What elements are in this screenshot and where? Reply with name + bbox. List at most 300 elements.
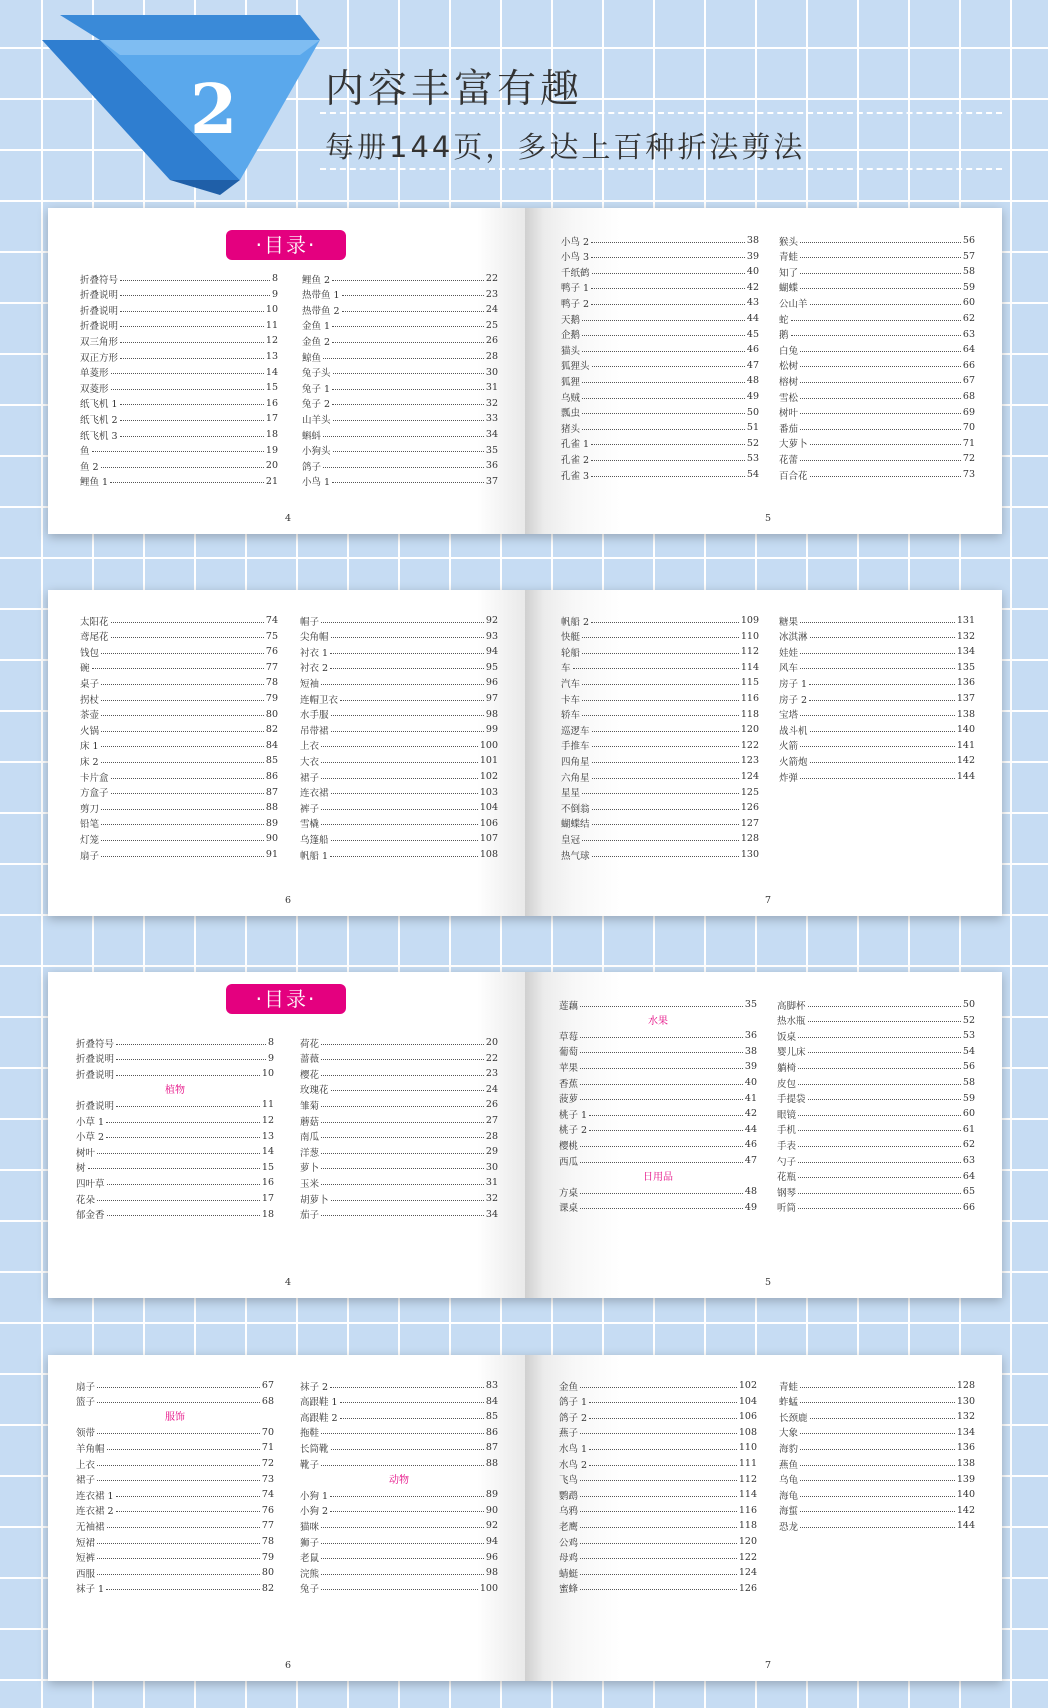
entry-title: 大衣 (300, 756, 320, 768)
toc-entry (302, 286, 498, 303)
dot-leader (101, 803, 264, 810)
toc-entry (561, 721, 759, 738)
entry-title: 火箭 (779, 741, 799, 753)
entry-title: 短裤 (76, 1553, 96, 1565)
entry-title: 海龟 (779, 1490, 799, 1502)
toc-entry (300, 815, 498, 832)
toc-entry (80, 612, 278, 629)
entry-title: 双三角形 (80, 336, 119, 348)
dot-leader (321, 1116, 484, 1123)
dot-leader (321, 678, 484, 685)
entry-title: 乌龟 (779, 1475, 799, 1487)
entry-page: 140 (956, 724, 975, 736)
entry-title: 水鸟 2 (559, 1459, 588, 1471)
entry-page: 77 (265, 661, 278, 673)
dot-leader (332, 383, 484, 390)
toc-entry (300, 628, 498, 645)
section-heading: 服饰 (165, 1412, 185, 1424)
entry-title: 扇子 (76, 1381, 96, 1393)
toc-entry (779, 674, 975, 691)
entry-page: 56 (962, 235, 975, 246)
dot-leader (101, 709, 264, 716)
entry-title: 鲸鱼 (302, 352, 322, 364)
entry-title: 高跟鞋 2 (300, 1412, 338, 1424)
toc-entry (779, 1486, 975, 1503)
dot-leader (321, 1178, 484, 1185)
toc-entry (777, 1027, 975, 1044)
toc-entry (300, 1143, 498, 1160)
dot-leader (582, 407, 745, 414)
page-number: 4 (285, 513, 292, 524)
entry-page: 83 (485, 1380, 498, 1391)
entry-title: 连衣裙 1 (76, 1490, 114, 1502)
dot-leader (332, 398, 484, 405)
dot-leader (810, 756, 955, 763)
toc-entry (559, 1074, 757, 1091)
entry-page: 130 (956, 1395, 975, 1407)
dot-leader (582, 694, 739, 701)
dot-leader (580, 1552, 737, 1559)
entry-page: 14 (265, 366, 278, 378)
toc-entry (302, 442, 498, 459)
entry-title: 手推车 (561, 741, 590, 753)
entry-page: 51 (746, 422, 759, 434)
toc-entry (76, 1549, 274, 1566)
toc-entry (779, 248, 975, 265)
entry-page: 114 (738, 1489, 757, 1501)
entry-page: 48 (746, 375, 759, 387)
entry-title: 双正方形 (80, 352, 119, 364)
entry-page: 90 (485, 1504, 498, 1516)
dot-leader (589, 1109, 743, 1116)
dot-leader (592, 850, 739, 857)
entry-page: 17 (265, 413, 278, 425)
entry-title: 蝴蝶结 (561, 819, 590, 831)
entry-title: 六角星 (561, 772, 590, 784)
entry-page: 23 (485, 1068, 498, 1080)
dot-leader (580, 1521, 737, 1528)
dot-leader (591, 236, 745, 243)
entry-page: 17 (261, 1193, 274, 1204)
dot-leader (107, 1209, 260, 1216)
section-heading: 植物 (165, 1084, 185, 1096)
entry-page: 76 (261, 1504, 274, 1516)
toc-entry (559, 1090, 757, 1107)
entry-page: 104 (738, 1395, 757, 1407)
toc-entry (561, 388, 759, 405)
entry-page: 98 (485, 1567, 498, 1579)
entry-title: 玉米 (300, 1178, 320, 1190)
dot-leader (800, 1505, 955, 1512)
dot-leader (591, 282, 745, 289)
dot-leader (582, 345, 745, 352)
toc-entry (561, 784, 759, 801)
toc-entry (76, 1486, 274, 1503)
entry-page: 116 (740, 693, 759, 704)
toc-entry (80, 784, 278, 801)
toc-entry (300, 799, 498, 816)
entry-page: 58 (962, 1077, 975, 1088)
entry-title: 金鱼 1 (302, 321, 331, 333)
entry-title: 勺子 (777, 1156, 797, 1168)
entry-title: 巡逻车 (561, 725, 590, 737)
entry-title: 小草 2 (76, 1132, 105, 1144)
toc-entry (302, 270, 498, 287)
entry-title: 领带 (76, 1428, 96, 1440)
dot-leader (580, 1046, 743, 1053)
entry-title: 孔雀 1 (561, 439, 590, 451)
toc-entry (76, 1143, 274, 1160)
entry-page: 54 (746, 469, 759, 480)
banner-subtitle: 每册144页，多达上百种折法剪法 (325, 130, 806, 164)
toc-entry (779, 357, 975, 374)
toc-entry (300, 1424, 498, 1441)
dot-leader (106, 1116, 260, 1123)
entry-title: 房子 1 (779, 678, 808, 690)
dot-leader (582, 423, 745, 430)
dot-leader (582, 631, 739, 638)
entry-page: 80 (261, 1567, 274, 1579)
entry-page: 114 (740, 661, 759, 673)
dot-leader (106, 1131, 260, 1138)
entry-title: 剪刀 (80, 803, 100, 815)
entry-page: 11 (261, 1099, 274, 1111)
toc-entry (76, 1533, 274, 1550)
entry-page: 47 (744, 1155, 757, 1166)
entry-title: 衬衣 2 (300, 663, 329, 675)
entry-page: 37 (485, 475, 498, 487)
page-number: 6 (285, 895, 292, 906)
entry-page: 49 (746, 391, 759, 402)
entry-page: 28 (485, 351, 498, 362)
entry-page: 22 (485, 273, 498, 284)
dot-leader (323, 352, 484, 359)
dot-leader (580, 1537, 737, 1544)
entry-page: 50 (746, 406, 759, 418)
dot-leader (591, 251, 745, 258)
dot-leader (589, 1443, 737, 1450)
toc-entry (561, 341, 759, 358)
entry-page: 39 (744, 1061, 757, 1073)
entry-title: 千纸鹤 (561, 267, 590, 279)
entry-page: 67 (962, 375, 975, 387)
section-number: 2 (190, 70, 238, 150)
entry-title: 太阳花 (80, 616, 109, 628)
dot-leader (321, 803, 478, 810)
dot-leader (97, 1396, 260, 1403)
entry-title: 方盒子 (80, 788, 109, 800)
entry-title: 扇子 (80, 850, 100, 862)
toc-entry (559, 1533, 757, 1550)
dot-leader (116, 1038, 266, 1045)
entry-title: 海豹 (779, 1443, 799, 1455)
section-heading: 水果 (648, 1015, 668, 1027)
entry-title: 宝塔 (779, 710, 799, 722)
dot-leader (101, 694, 264, 701)
entry-title: 折叠说明 (80, 321, 119, 333)
toc-entry (777, 1105, 975, 1122)
entry-title: 花瓶 (777, 1172, 797, 1184)
entry-title: 榕树 (779, 376, 799, 388)
entry-page: 136 (956, 677, 975, 689)
dot-leader (580, 1505, 737, 1512)
toc-entry (76, 1050, 274, 1067)
toc-entry (76, 1174, 274, 1191)
entry-page: 12 (261, 1115, 274, 1126)
dot-leader (589, 1459, 737, 1466)
toc-entry (561, 643, 759, 660)
dot-leader (580, 1187, 743, 1194)
entry-title: 蜻蜓 (559, 1568, 579, 1580)
dot-leader (342, 289, 484, 296)
toc-entry (779, 706, 975, 723)
dot-leader (111, 383, 264, 390)
dot-leader (810, 1412, 955, 1419)
entry-title: 双菱形 (80, 383, 109, 395)
entry-title: 萝卜 (300, 1163, 320, 1175)
entry-page: 56 (962, 1061, 975, 1073)
toc-entry (80, 721, 278, 738)
entry-title: 床 2 (80, 756, 99, 768)
dot-leader (798, 1124, 961, 1131)
entry-page: 73 (962, 469, 975, 480)
dot-leader (800, 251, 961, 258)
entry-title: 草莓 (559, 1031, 579, 1043)
toc-entry (80, 364, 278, 381)
entry-page: 89 (265, 817, 278, 829)
entry-page: 136 (956, 1442, 975, 1454)
dot-leader (591, 438, 745, 445)
entry-page: 112 (740, 646, 759, 658)
toc-entry (302, 395, 498, 412)
entry-page: 35 (744, 999, 757, 1010)
entry-page: 86 (485, 1426, 498, 1438)
toc-entry (559, 1580, 757, 1597)
entry-page: 26 (485, 335, 498, 347)
entry-title: 糖果 (779, 616, 799, 628)
entry-title: 听筒 (777, 1203, 797, 1215)
dot-leader (116, 1069, 260, 1076)
dot-leader (798, 1109, 961, 1116)
toc-entry (777, 1090, 975, 1107)
dot-leader (116, 1505, 260, 1512)
toc-entry (779, 721, 975, 738)
toc-entry (300, 768, 498, 785)
dot-leader (580, 1093, 743, 1100)
right-page (525, 590, 1002, 916)
toc-entry (80, 674, 278, 691)
book-spread (48, 590, 1002, 916)
toc-entry (300, 1486, 498, 1503)
entry-page: 65 (962, 1186, 975, 1198)
dot-leader (580, 1381, 737, 1388)
entry-title: 玫瑰花 (300, 1085, 329, 1097)
entry-page: 97 (485, 693, 498, 704)
entry-page: 112 (738, 1473, 757, 1485)
book-spread (48, 972, 1002, 1298)
entry-title: 花朵 (76, 1194, 96, 1206)
dot-leader (323, 461, 484, 468)
toc-entry (80, 737, 278, 754)
entry-title: 鸽子 2 (559, 1412, 588, 1424)
entry-title: 胡萝卜 (300, 1194, 329, 1206)
toc-entry (76, 1424, 274, 1441)
entry-page: 67 (261, 1380, 274, 1391)
dot-leader (800, 1459, 955, 1466)
toc-entry (779, 1455, 975, 1472)
toc-entry (561, 706, 759, 723)
divider (320, 112, 1002, 114)
entry-page: 144 (956, 1520, 975, 1532)
entry-page: 30 (485, 1161, 498, 1173)
dot-leader (88, 1162, 260, 1169)
dot-leader (120, 398, 264, 405)
entry-title: 百合花 (779, 470, 808, 482)
entry-page: 127 (740, 817, 759, 829)
entry-page: 88 (485, 1458, 498, 1469)
toc-entry (80, 830, 278, 847)
entry-title: 狐狸头 (561, 361, 590, 373)
entry-page: 59 (962, 1092, 975, 1104)
entry-page: 92 (485, 1520, 498, 1532)
book-spread (48, 208, 1002, 534)
dot-leader (321, 1521, 484, 1528)
toc-entry (779, 372, 975, 389)
entry-title: 高跟鞋 1 (300, 1397, 338, 1409)
entry-page: 142 (956, 755, 975, 767)
dot-leader (340, 1396, 484, 1403)
entry-page: 70 (261, 1426, 274, 1438)
page-number: 6 (285, 1660, 292, 1671)
entry-page: 33 (485, 413, 498, 425)
entry-title: 短袖 (300, 678, 320, 690)
entry-page: 16 (265, 397, 278, 409)
entry-title: 知了 (779, 267, 799, 279)
entry-page: 132 (956, 1411, 975, 1423)
entry-title: 樱花 (300, 1069, 320, 1081)
entry-page: 88 (265, 802, 278, 814)
entry-title: 老鹰 (559, 1521, 579, 1533)
entry-page: 20 (485, 1037, 498, 1048)
dot-leader (800, 647, 955, 654)
entry-page: 91 (265, 849, 278, 860)
entry-title: 折叠符号 (80, 274, 119, 286)
toc-entry (779, 279, 975, 296)
toc-entry (561, 232, 759, 249)
entry-title: 吊带裙 (300, 725, 329, 737)
toc-entry (302, 332, 498, 349)
dot-leader (798, 1078, 961, 1085)
toc-entry (561, 357, 759, 374)
entry-title: 鸽子 (302, 461, 322, 473)
toc-entry (779, 404, 975, 421)
toc-entry (779, 1393, 975, 1410)
entry-title: 卡车 (561, 694, 581, 706)
toc-entry (300, 1050, 498, 1067)
dot-leader (97, 1427, 260, 1434)
toc-entry (777, 1121, 975, 1138)
entry-title: 娃娃 (779, 647, 799, 659)
toc-entry (300, 1502, 498, 1519)
toc-entry (559, 1136, 757, 1153)
toc-entry (76, 1580, 274, 1597)
dot-leader (580, 1427, 737, 1434)
entry-title: 热带鱼 1 (302, 290, 340, 302)
dot-leader (800, 1396, 955, 1403)
toc-entry (76, 1471, 274, 1488)
toc-entry (561, 248, 759, 265)
entry-page: 71 (962, 437, 975, 449)
dot-leader (800, 345, 961, 352)
toc-entry (561, 815, 759, 832)
dot-leader (111, 772, 264, 779)
entry-title: 小狗 1 (300, 1490, 329, 1502)
entry-title: 皮包 (777, 1078, 797, 1090)
entry-page: 120 (738, 1536, 757, 1547)
entry-title: 折叠说明 (76, 1069, 115, 1081)
entry-title: 花蕾 (779, 454, 799, 466)
entry-title: 帆船 2 (561, 616, 590, 628)
entry-page: 134 (956, 646, 975, 658)
dot-leader (580, 1583, 737, 1590)
entry-title: 小鸟 3 (561, 252, 590, 264)
toc-entry (302, 426, 498, 443)
entry-title: 南瓜 (300, 1132, 320, 1144)
dot-leader (116, 1053, 266, 1060)
toc-entry (80, 442, 278, 459)
entry-title: 燕子 (559, 1428, 579, 1440)
dot-leader (592, 267, 745, 274)
entry-page: 106 (738, 1411, 757, 1423)
entry-page: 8 (271, 273, 278, 284)
toc-entry (76, 1206, 274, 1223)
dot-leader (798, 1156, 961, 1163)
toc-entry (559, 1549, 757, 1566)
entry-title: 折叠说明 (80, 290, 119, 302)
entry-title: 茄子 (300, 1210, 320, 1222)
toc-entry (300, 846, 498, 863)
entry-page: 9 (267, 1052, 274, 1064)
entry-title: 小草 1 (76, 1116, 105, 1128)
toc-entry (779, 659, 975, 676)
entry-title: 饭桌 (777, 1031, 797, 1043)
toc-entry (300, 1455, 498, 1472)
entry-page: 13 (261, 1130, 274, 1142)
toc-entry (80, 768, 278, 785)
toc-entry (76, 1517, 274, 1534)
entry-title: 兔子 (300, 1584, 320, 1596)
toc-entry (80, 628, 278, 645)
entry-page: 59 (962, 281, 975, 293)
dot-leader (592, 725, 739, 732)
entry-page: 64 (962, 1170, 975, 1182)
dot-leader (330, 1490, 484, 1497)
entry-page: 140 (956, 1489, 975, 1501)
entry-page: 20 (265, 460, 278, 472)
entry-title: 羊角帽 (76, 1443, 105, 1455)
dot-leader (333, 414, 484, 421)
entry-page: 46 (746, 344, 759, 356)
dot-leader (110, 476, 264, 483)
toc-badge: ·目录· (226, 984, 346, 1014)
toc-entry (779, 737, 975, 754)
entry-page: 14 (261, 1146, 274, 1158)
entry-title: 山羊头 (302, 414, 331, 426)
entry-page: 107 (479, 833, 498, 845)
dot-leader (342, 305, 484, 312)
entry-title: 桃子 1 (559, 1109, 588, 1121)
entry-title: 高脚杯 (777, 1000, 806, 1012)
